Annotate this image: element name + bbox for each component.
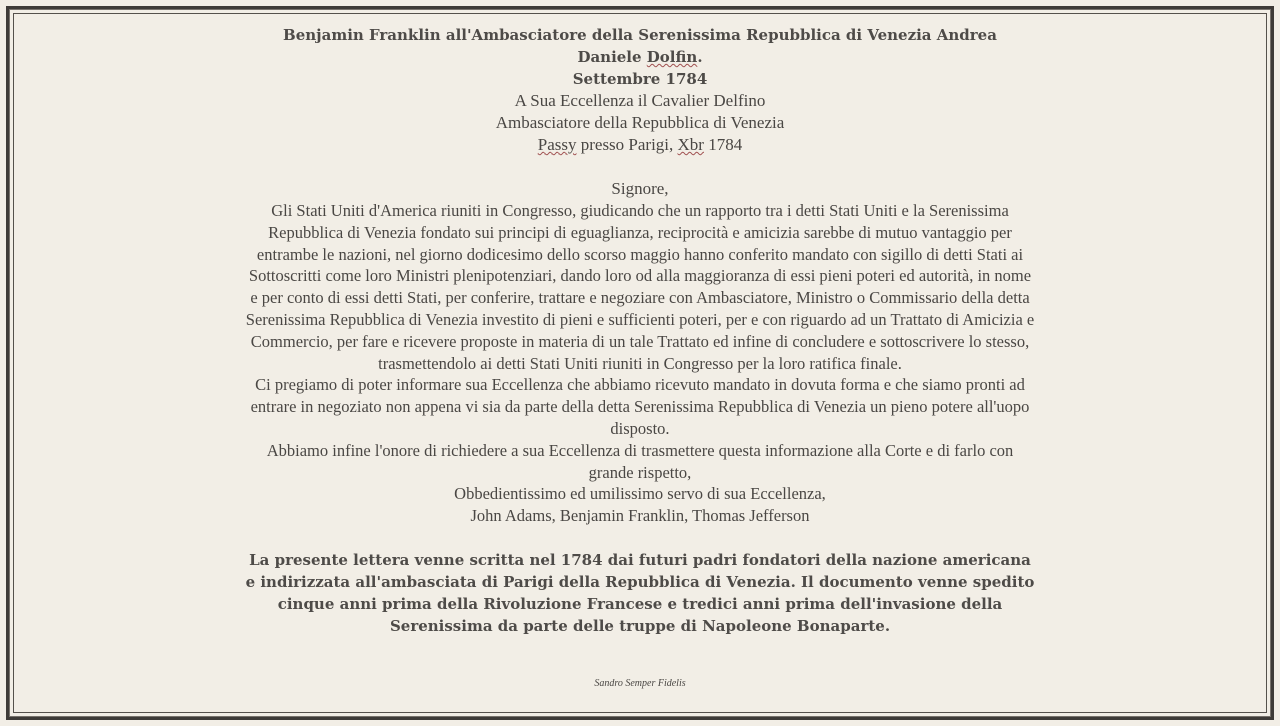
letter-salutation: Signore, — [611, 179, 669, 198]
title-line-2 — [240, 46, 1040, 68]
title-line-2-surname: Dolfin — [646, 48, 698, 66]
letter-signatories: John Adams, Benjamin Franklin, Thomas Jefferson — [470, 506, 810, 526]
place-middle: presso Parigi, — [576, 135, 678, 154]
place-date-line — [40, 134, 1240, 156]
letter-closing: Obbedientissimo ed umilissimo servo di sua Eccellenza, — [454, 484, 826, 504]
letter-paragraph-3: Abbiamo infine l'onore di richiedere a sua Eccellenza di trasmettere questa informazione alla Corte e di farlo con grande rispetto, — [266, 440, 1014, 482]
document-content — [40, 24, 1240, 637]
place-year: 1784 — [703, 135, 743, 154]
place-month: Xbr — [677, 135, 704, 154]
historical-note: La presente lettera venne scritta nel 1784 dai futuri padri fondatori della nazione americana e indirizzata all'ambasciata di Parigi della Repubblica di Venezia. Il documento venne spedito cinque anni prima della Rivoluzione Francese e tredici anni prima dell'invasione della Serenissima da parte delle truppe di Napoleone Bonaparte. — [245, 550, 1035, 635]
address-line-2: Ambasciatore della Repubblica di Venezia — [495, 113, 785, 132]
document-title — [240, 24, 1040, 90]
document-date: Settembre 1784 — [572, 70, 708, 88]
title-line-2-prefix: Daniele — [577, 48, 647, 66]
address-line-1: A Sua Eccellenza il Cavalier Delfino — [514, 91, 766, 110]
title-line-2-suffix: . — [697, 48, 703, 66]
letter-paragraph-1: Gli Stati Uniti d'America riuniti in Congresso, giudicando che un rapporto tra i detti Stati Uniti e la Serenissima Repubblica di Venezia fondato sui principi di eguaglianza, reciprocità e amicizia sarebbe di mutuo vantaggio per entrambe le nazioni, nel giorno dodicesimo dello scorso maggio hanno conferito mandato con sigillo di detti Stati ai Sottoscritti come loro Ministri plenipotenziari, dando loro od alla maggioranza di essi pieni poteri ed autorità, in nome e per conto di essi detti Stati, per conferire, trattare e negoziare con Ambasciatore, Ministro o Commissario della detta Serenissima Repubblica di Venezia investito di pieni e sufficienti poteri, per e con riguardo ad un Trattato di Amicizia e Commercio, per fare e ricevere proposte in materia di un tale Trattato ed infine di concludere e sottoscrivere lo stesso, trasmettendolo ai detti Stati Uniti riuniti in Congresso per la loro ratifica finale. — [245, 201, 1035, 373]
letter-paragraph-2: Ci pregiamo di poter informare sua Eccellenza che abbiamo ricevuto mandato in dovuta forma e che siamo pronti ad entrare in negoziato non appena vi sia da parte della detta Serenissima Repubblica di Venezia un pieno potere all'uopo disposto. — [250, 375, 1030, 438]
place-name: Passy — [537, 135, 577, 154]
letter-body — [245, 200, 1035, 527]
title-line-1: Benjamin Franklin all'Ambasciatore della Serenissima Repubblica di Venezia Andrea — [283, 26, 997, 44]
author-signature: Sandro Semper Fidelis — [594, 678, 686, 689]
